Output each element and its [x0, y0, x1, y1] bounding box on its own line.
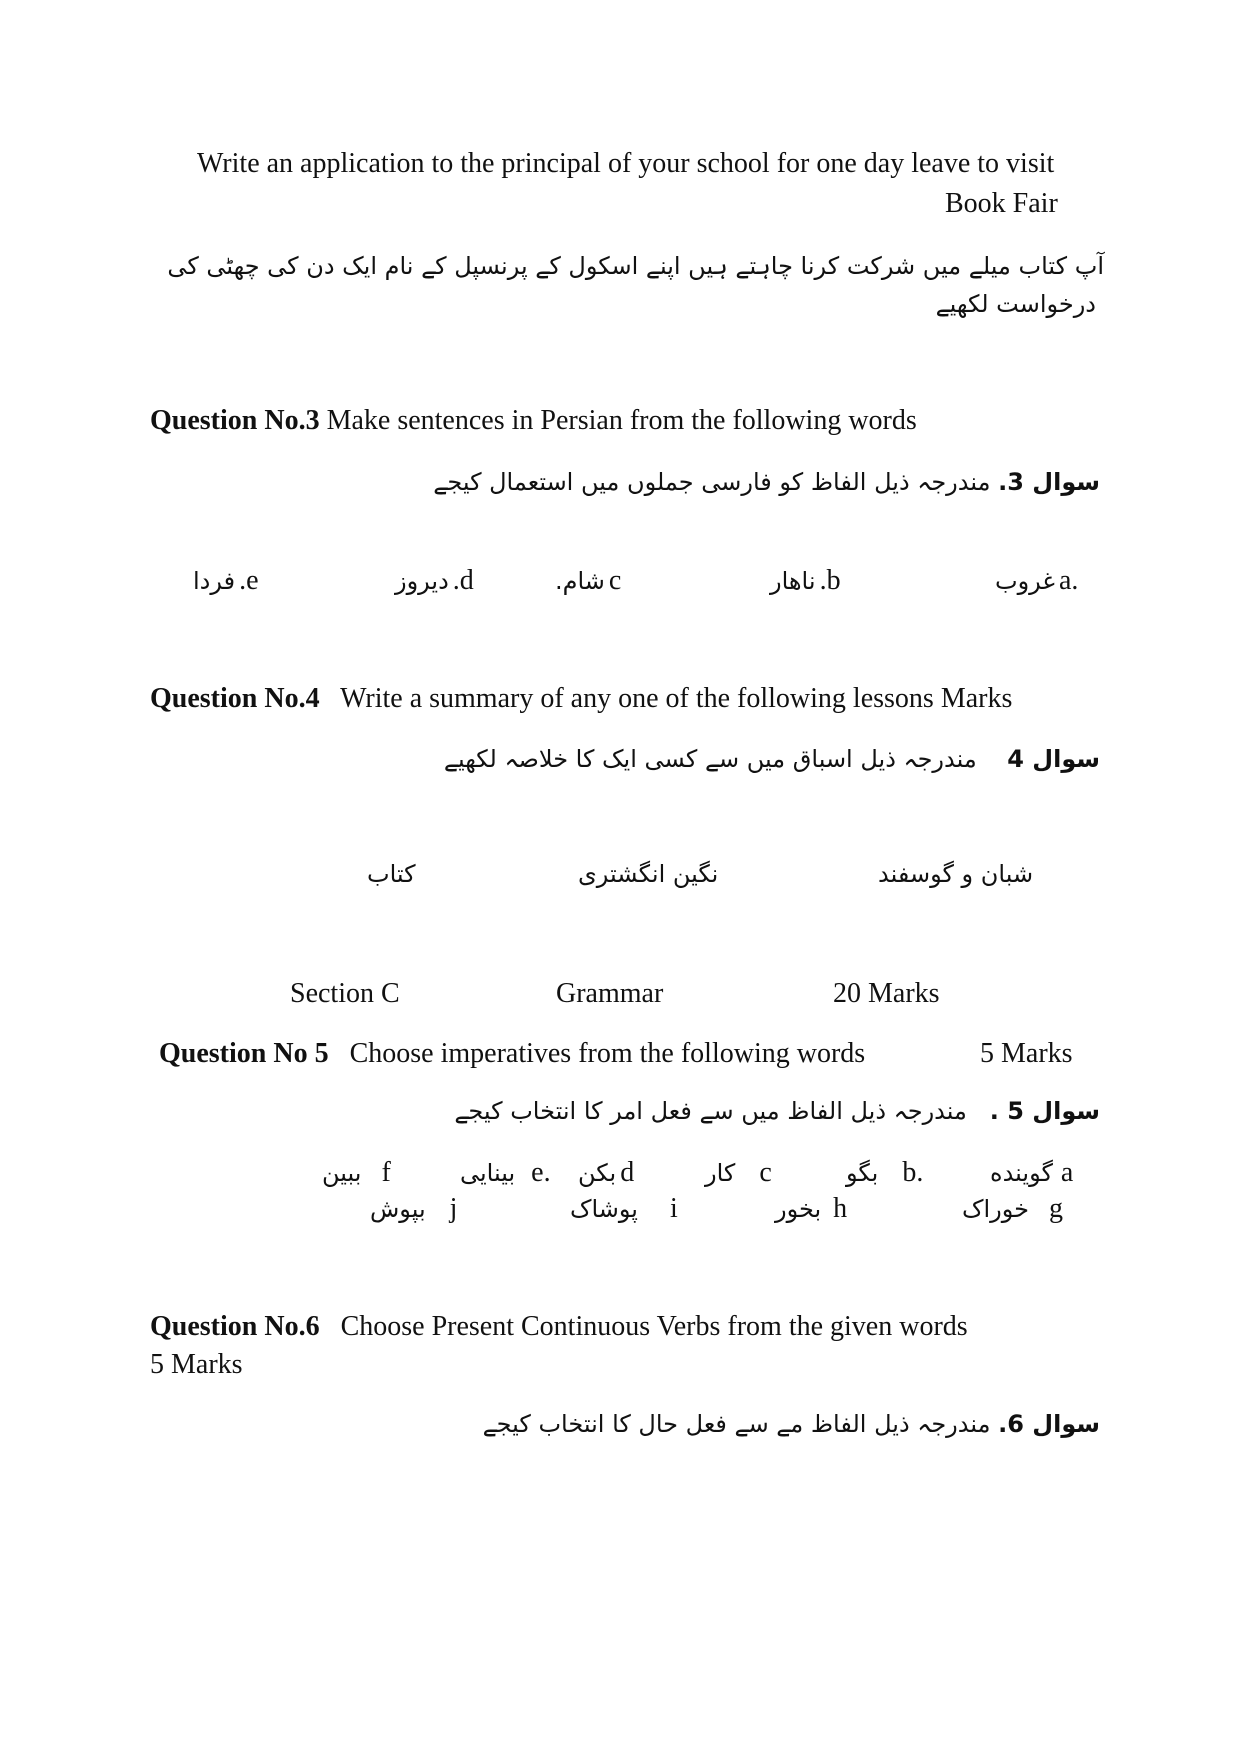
- q5-letter: g: [1048, 1193, 1063, 1224]
- q4-lesson-3: کتاب: [367, 860, 416, 888]
- q3-word: فردا: [193, 567, 236, 595]
- section-marks: 20 Marks: [833, 978, 940, 1009]
- q5-item-e: [460, 1157, 551, 1189]
- q3-word: ناهار: [770, 567, 816, 595]
- q4-text: Write a summary of any one of the following lessons Marks: [340, 683, 1013, 714]
- q3-word: دیروز: [395, 567, 449, 595]
- q6-text: Choose Present Continuous Verbs from the given words: [340, 1311, 968, 1342]
- q5-letter: a: [1060, 1157, 1074, 1188]
- section-label: Section C: [290, 978, 400, 1009]
- q4-lesson-1: شبان و گوسفند: [878, 860, 1034, 888]
- q4-heading: [150, 683, 1012, 715]
- application-urdu-line1: آپ کتاب میلے میں شرکت کرنا چاہتے ہیں اپنے اسکول کے پرنسپل کے نام ایک دن کی چھٹی کی: [167, 252, 1104, 280]
- q3-word: شام.: [555, 567, 605, 595]
- q5-word: بینایی: [460, 1159, 516, 1187]
- q5-word: بخور: [775, 1195, 822, 1223]
- q5-item-c: [705, 1157, 772, 1189]
- q3-letter: .d: [452, 565, 474, 596]
- q3-text: Make sentences in Persian from the following words: [326, 405, 917, 436]
- q5-urdu-heading: [454, 1097, 1100, 1125]
- q5-letter: b.: [902, 1157, 924, 1188]
- q6-label: Question No.6: [150, 1311, 320, 1342]
- q4-urdu-heading: [444, 745, 1100, 773]
- q6-marks: 5 Marks: [150, 1349, 243, 1380]
- q5-letter: f: [381, 1157, 391, 1188]
- q6-heading: [150, 1311, 968, 1343]
- q3-word-b: [770, 565, 841, 597]
- q5-urdu-label: سوال 5 .: [989, 1097, 1100, 1125]
- q5-letter: i: [669, 1193, 678, 1224]
- q5-word: خوراک: [962, 1195, 1029, 1223]
- q5-item-a: [990, 1157, 1073, 1189]
- q5-word: بکن: [578, 1159, 617, 1187]
- q5-heading: [159, 1038, 865, 1070]
- q3-label: Question No.3: [150, 405, 320, 436]
- q5-urdu-text: مندرجہ ذیل الفاظ میں سے فعل امر کا انتخاب کیجے: [454, 1097, 967, 1125]
- q3-letter: .e: [239, 565, 259, 596]
- q5-letter: e.: [531, 1157, 551, 1188]
- q4-label: Question No.4: [150, 683, 320, 714]
- q5-word: پوشاک: [570, 1195, 638, 1223]
- q5-letter: j: [449, 1193, 458, 1224]
- q5-label: Question No 5: [159, 1038, 329, 1069]
- q5-item-b: [846, 1157, 923, 1189]
- q5-item-d: [578, 1157, 634, 1189]
- q5-word: ببین: [322, 1159, 362, 1187]
- q5-item-j: [370, 1193, 457, 1225]
- q5-word: گوینده: [990, 1159, 1053, 1187]
- q5-word: بگو: [846, 1159, 879, 1187]
- q3-urdu-heading: [433, 468, 1100, 496]
- q3-urdu-label: سوال 3.: [998, 468, 1100, 496]
- q5-text: Choose imperatives from the following words: [349, 1038, 866, 1069]
- q5-item-g: [962, 1193, 1063, 1225]
- q5-word: بپوش: [370, 1195, 426, 1223]
- q3-urdu-text: مندرجہ ذیل الفاظ کو فارسی جملوں میں استعمال کیجے: [433, 468, 991, 496]
- q3-word-d: [395, 565, 474, 597]
- q3-heading: [150, 405, 917, 437]
- q5-letter: h: [833, 1193, 848, 1224]
- q6-urdu-label: سوال 6.: [998, 1410, 1100, 1438]
- q3-word: غروب: [995, 567, 1055, 595]
- q5-letter: d: [620, 1157, 635, 1188]
- q3-letter: c: [608, 565, 622, 596]
- q6-urdu-heading: [483, 1410, 1100, 1438]
- q3-word-c: [555, 565, 621, 597]
- q5-word: کار: [705, 1159, 736, 1187]
- q3-letter: a.: [1058, 565, 1079, 596]
- q3-word-a: [995, 565, 1078, 597]
- q4-urdu-label: سوال 4: [1007, 745, 1100, 773]
- application-instruction-line1: Write an application to the principal of your school for one day leave to visit: [197, 148, 1055, 179]
- q5-letter: c: [759, 1157, 772, 1188]
- q5-item-f: [322, 1157, 391, 1189]
- q4-lesson-2: نگین انگشتری: [578, 860, 719, 888]
- q3-letter: .b: [819, 565, 841, 596]
- application-urdu-line2: درخواست لکھیے: [935, 290, 1096, 318]
- q4-urdu-text: مندرجہ ذیل اسباق میں سے کسی ایک کا خلاصہ لکھیے: [443, 745, 977, 773]
- q5-item-i: [570, 1193, 678, 1225]
- q6-urdu-text: مندرجہ ذیل الفاظ مے سے فعل حال کا انتخاب کیجے: [482, 1410, 991, 1438]
- q5-marks: 5 Marks: [980, 1038, 1073, 1069]
- section-topic: Grammar: [556, 978, 664, 1009]
- q3-word-e: [193, 565, 259, 597]
- application-instruction-line2: Book Fair: [945, 188, 1058, 219]
- q5-item-h: [775, 1193, 847, 1225]
